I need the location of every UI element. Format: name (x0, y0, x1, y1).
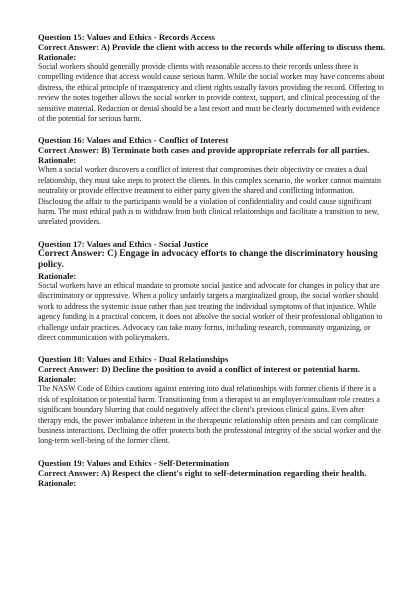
question-title: Question 16: Values and Ethics - Conflict of Interest (38, 135, 229, 146)
question-19 (38, 458, 386, 488)
question-title: Question 18: Values and Ethics - Dual Relationships (38, 354, 229, 365)
rationale-text: The NASW Code of Ethics cautions against entering into dual relationships with former clients if there is a risk of exploitation or potential harm. Transitioning from a therapist to an employer/consultant role creates a significant boundary blurring that could negatively affect the client’s previous clinical gains. Even after therapy ends, the power imbalance inherent in the therapeutic relationship often persists and can complicate business interactions. Declining the offer protects both the professional integrity of the social worker and the long-term well-being of the former client. (38, 384, 382, 446)
correct-answer: Correct Answer: A) Provide the client with access to the records while offering to discuss them. (38, 42, 386, 52)
rationale-text: Social workers should generally provide clients with reasonable access to their records unless there is compelling evidence that access would cause serious harm. While the social worker may have concerns about distress, the ethical principle of transparency and client rights usually favors providing the record. Offering to review the notes together allows the social worker to provide context, support, and clinical processing of the sensitive material. Redaction or denial should be a last resort and must be clearly documented with evidence of the potential for serious harm. (38, 62, 385, 124)
correct-answer: Correct Answer: D) Decline the position to avoid a conflict of interest or potential harm. (38, 364, 360, 375)
rationale-text: When a social worker discovers a conflict of interest that compromises their objectivity or creates a dual relationship, they must take steps to protect the clients. In this complex scenario, the worker cannot maintain neutrality or provide effective treatment to either party given the shared and conflicting information. Disclosing the affair to the participants would be a violation of confidentiality and could cause significant harm. The most ethical path is to withdraw from both clinical relationships and facilitate a transition to new, unrelated providers. (38, 165, 381, 227)
rationale-label: Rationale: (38, 374, 77, 385)
document-page (38, 32, 386, 499)
question-15 (38, 32, 386, 124)
rationale-label: Rationale: (38, 155, 77, 166)
correct-answer: Correct Answer: C) Engage in advocacy efforts to change the discriminatory housing policy. (38, 248, 378, 270)
question-title: Question 19: Values and Ethics - Self-Determination (38, 457, 229, 468)
correct-answer: Correct Answer: A) Respect the client's right to self-determination regarding their health. (38, 467, 367, 478)
question-title: Question 17: Values and Ethics - Social Justice (38, 238, 209, 249)
question-18 (38, 354, 386, 446)
rationale-label: Rationale: (38, 52, 77, 62)
correct-answer: Correct Answer: B) Terminate both cases and provide appropriate referrals for all parties. (38, 145, 370, 156)
rationale-label: Rationale: (38, 270, 77, 281)
question-16 (38, 135, 386, 227)
rationale-text: Social workers have an ethical mandate to promote social justice and advocate for changes in policy that are discriminatory or oppressive. When a policy unfairly targets a marginalized group, the social worker should work to address the systemic issue rather than just treating the individual symptoms of that injustice. While agency funding is a practical concern, it does not absolve the social worker of their professional obligation to challenge unfair practices. Advocacy can take many forms, including research, community organizing, or direct communication with policymakers. (38, 280, 383, 342)
question-title: Question 15: Values and Ethics - Records Access (38, 32, 215, 42)
question-17 (38, 239, 386, 343)
rationale-label: Rationale: (38, 477, 77, 488)
